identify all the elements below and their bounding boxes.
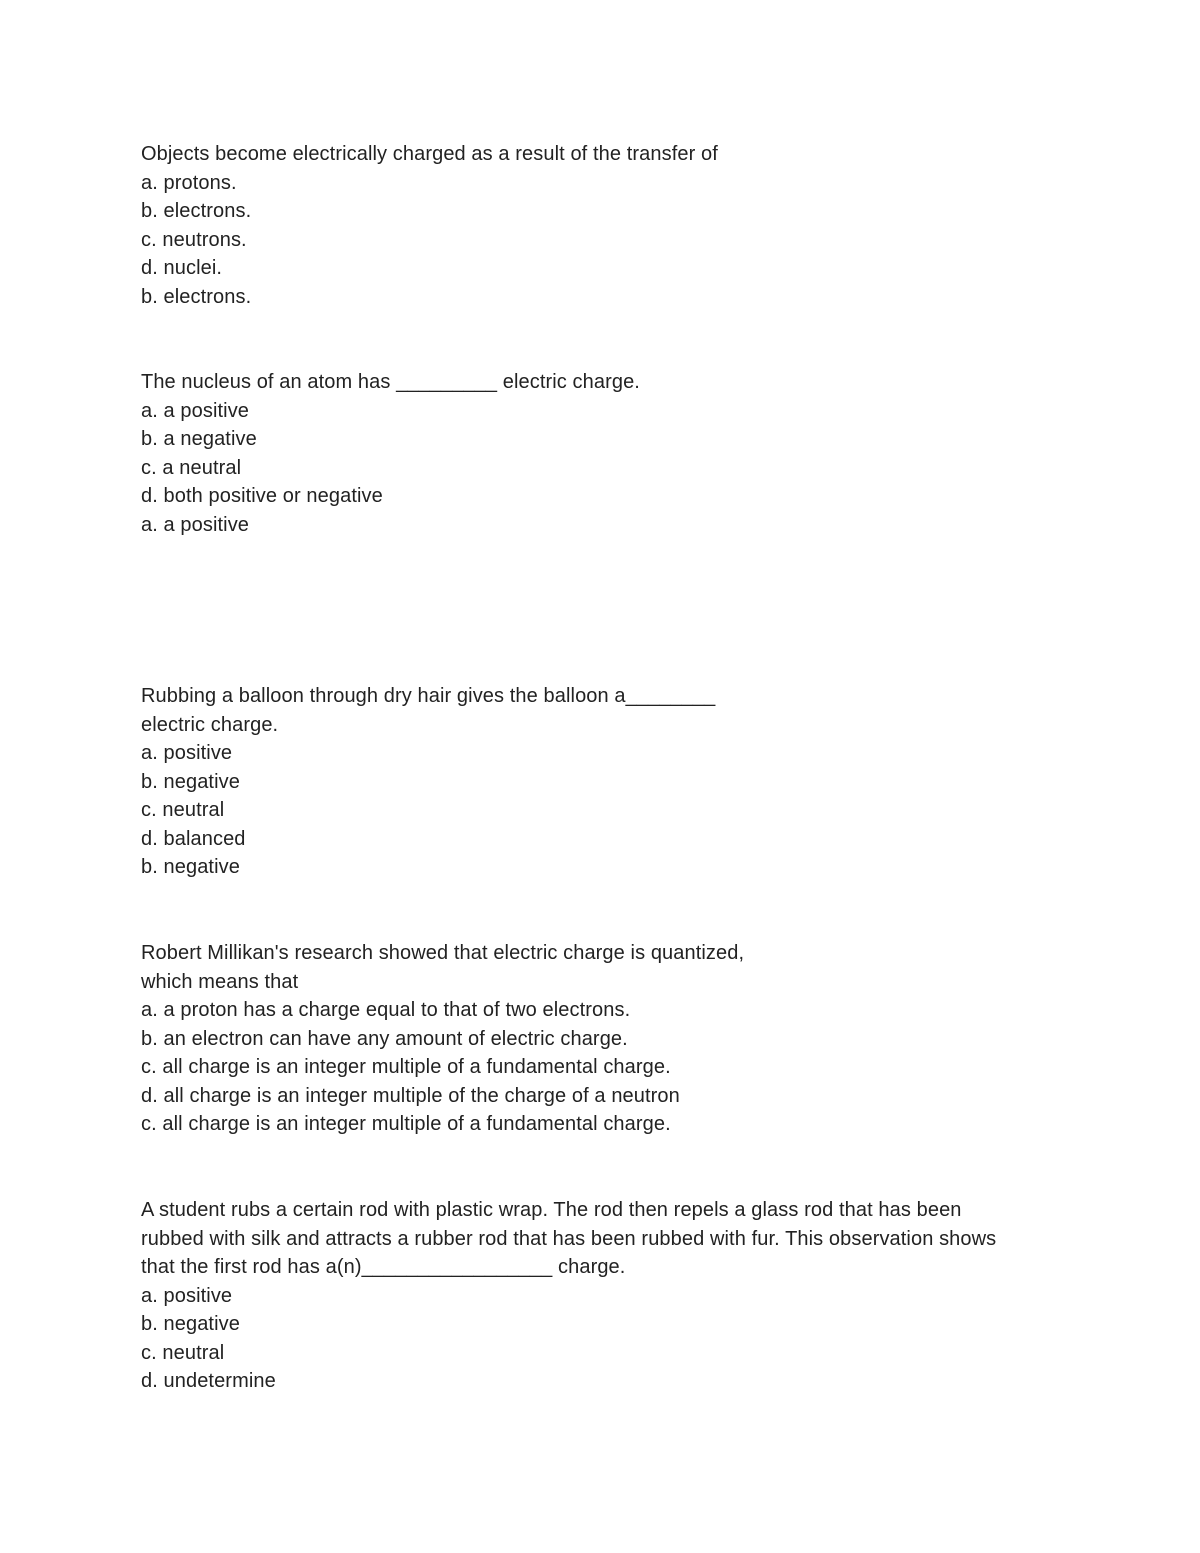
answer-line: b. negative [141,856,240,878]
question-4 [141,939,1081,1139]
question-stem: A student rubs a certain rod with plastic wrap. The rod then repels a glass rod that has been [141,1199,962,1221]
option-a: a. a proton has a charge equal to that of two electrons. [141,999,631,1021]
question-stem-continued: which means that [141,970,299,993]
answer-line: a. a positive [141,513,250,536]
option-c: c. neutral [141,1341,225,1364]
option-d: d. nuclei. [141,257,223,279]
answer-line: c. all charge is an integer multiple of a fundamental charge. [141,1113,671,1135]
question-stem-continued: rubbed with silk and attracts a rubber rod that has been rubbed with fur. This observation shows [141,1227,997,1250]
option-c: c. neutrons. [141,228,247,251]
option-b: b. a negative [141,428,257,450]
option-c: c. all charge is an integer multiple of a fundamental charge. [141,1056,671,1078]
question-stem: Objects become electrically charged as a result of the transfer of [141,143,718,165]
option-b: b. electrons. [141,200,252,222]
option-d: d. both positive or negative [141,485,383,507]
question-2 [141,368,1081,539]
option-b: b. negative [141,1313,240,1335]
option-c: c. neutral [141,799,225,821]
option-b: b. an electron can have any amount of electric charge. [141,1027,628,1050]
answer-line: b. electrons. [141,285,252,308]
option-a: a. positive [141,1284,233,1307]
question-stem-continued: electric charge. [141,713,279,736]
option-a: a. a positive [141,399,250,422]
option-d: d. undetermine [141,1370,276,1392]
question-stem-continued: that the first rod has a(n)_________________ charge. [141,1256,626,1278]
option-a: a. protons. [141,171,237,194]
option-b: b. negative [141,770,240,793]
question-stem: The nucleus of an atom has _________ electric charge. [141,371,640,393]
question-5 [141,1196,1081,1396]
option-d: d. all charge is an integer multiple of the charge of a neutron [141,1084,680,1107]
question-stem: Rubbing a balloon through dry hair gives the balloon a________ [141,685,716,707]
question-1 [141,140,1081,311]
option-d: d. balanced [141,827,246,850]
question-3 [141,682,1081,882]
option-c: c. a neutral [141,456,242,479]
question-stem: Robert Millikan's research showed that electric charge is quantized, [141,942,745,964]
option-a: a. positive [141,742,233,764]
